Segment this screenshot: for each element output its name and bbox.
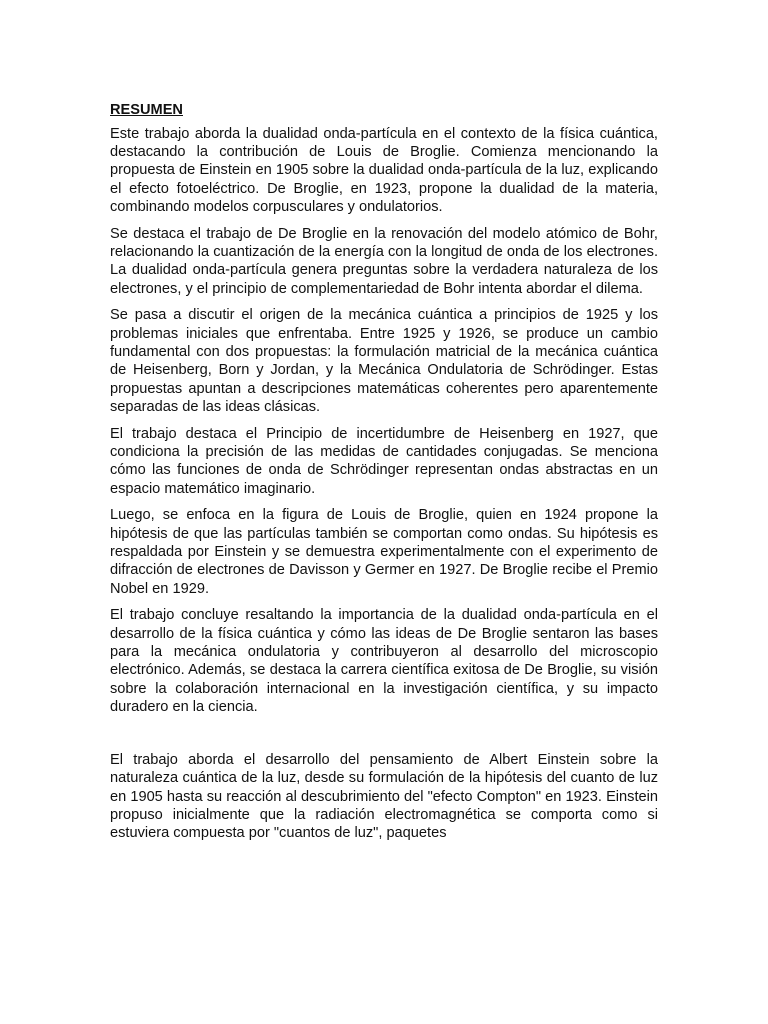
section-heading: RESUMEN [110, 102, 183, 118]
paragraph-1: Este trabajo aborda la dualidad onda-partícula en el contexto de la física cuántica, destacando la contribución de Louis de Broglie. Comienza mencionando la propuesta de Einstein en 1905 sobre la dualidad onda-partícula de la luz, explicando el efecto fotoeléctrico. De Broglie, en 1923, propone la dualidad de la materia, combinando modelos corpusculares y ondulatorios. [110, 125, 658, 216]
document-page [110, 101, 658, 851]
paragraph-6: El trabajo concluye resaltando la importancia de la dualidad onda-partícula en el desarrollo de la física cuántica y cómo las ideas de De Broglie sentaron las bases para la mecánica ondulatoria y contribuyeron al desarrollo del microscopio electrónico. Además, se destaca la carrera científica exitosa de De Broglie, su visión sobre la colaboración internacional en la investigación científica, y su impacto duradero en la ciencia. [110, 607, 658, 716]
paragraph-2: Se destaca el trabajo de De Broglie en la renovación del modelo atómico de Bohr, relacionando la cuantización de la energía con la longitud de onda de los electrones. La dualidad onda-partícula genera preguntas sobre la verdadera naturaleza de los electrones, y el principio de complementariedad de Bohr intenta abordar el dilema. [110, 225, 658, 297]
paragraph-5: Luego, se enfoca en la figura de Louis de Broglie, quien en 1924 propone la hipótesis de que las partículas también se comportan como ondas. Su hipótesis es respaldada por Einstein y se demuestra experimentalmente con el experimento de difracción de electrones de Davisson y Germer en 1927. De Broglie recibe el Premio Nobel en 1929. [110, 507, 658, 597]
paragraph-7: El trabajo aborda el desarrollo del pensamiento de Albert Einstein sobre la naturaleza cuántica de la luz, desde su formulación de la hipótesis del cuanto de luz en 1905 hasta su reacción al descubrimiento del "efecto Compton" en 1923. Einstein propuso inicialmente que la radiación electromagnética se comporta como si estuviera compuesta por "cuantos de luz", paquetes [110, 751, 658, 842]
paragraph-3: Se pasa a discutir el origen de la mecánica cuántica a principios de 1925 y los problemas iniciales que enfrentaba. Entre 1925 y 1926, se produce un cambio fundamental con dos propuestas: la formulación matricial de la mecánica cuántica de Heisenberg, Born y Jordan, y la Mecánica Ondulatoria de Schrödinger. Estas propuestas apuntan a descripciones matemáticas coherentes pero aparentemente separadas de las ideas clásicas. [110, 307, 658, 416]
paragraph-4: El trabajo destaca el Principio de incertidumbre de Heisenberg en 1927, que condiciona la precisión de las medidas de cantidades conjugadas. Se menciona cómo las funciones de onda de Schrödinger representan ondas abstractas en un espacio matemático imaginario. [110, 425, 658, 497]
